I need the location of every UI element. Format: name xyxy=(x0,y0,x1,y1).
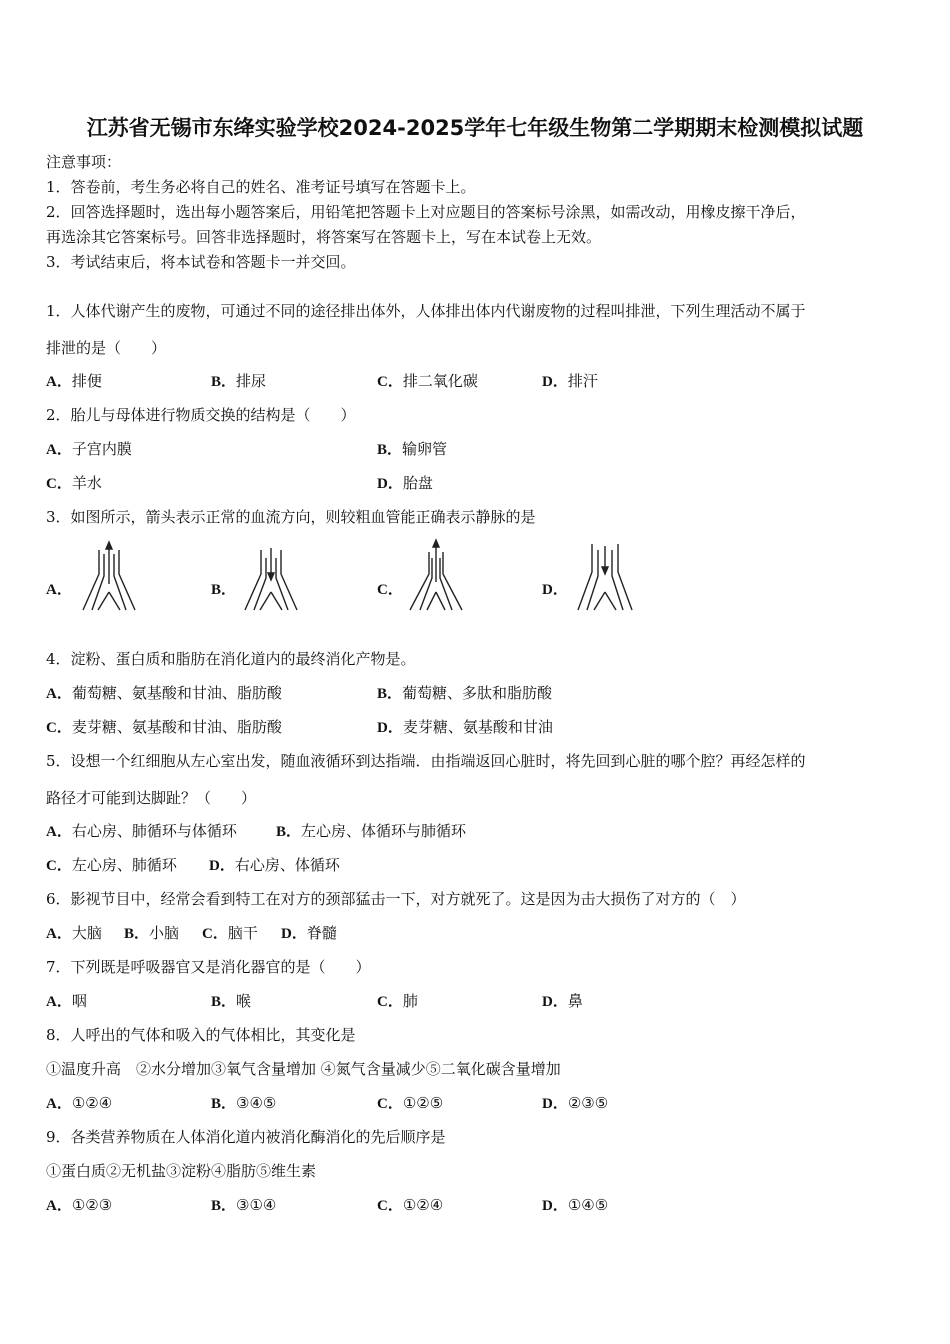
q8-option-b: B．③④⑤ xyxy=(211,1094,277,1112)
q6-option-c: C．脑干 xyxy=(202,924,258,942)
q5-option-d: D．右心房、体循环 xyxy=(209,856,340,874)
q9-option-c: C．①②④ xyxy=(377,1196,444,1214)
q6-option-d: D．脊髓 xyxy=(281,924,337,942)
q1-option-d: D．排汗 xyxy=(542,372,598,390)
q8-option-a: A．①②④ xyxy=(46,1094,113,1112)
q1-option-c: C．排二氧化碳 xyxy=(377,372,478,390)
vessel-diagram-b xyxy=(240,538,302,618)
vessel-diagram-a xyxy=(78,538,140,618)
page-title: 江苏省无锡市东绛实验学校2024-2025学年七年级生物第二学期期末检测模拟试题 xyxy=(86,116,864,140)
q8-items: ①温度升高 ②水分增加③氧气含量增加 ④氮气含量减少⑤二氧化碳含量增加 xyxy=(46,1060,561,1078)
q2-option-c: C．羊水 xyxy=(46,474,102,492)
q2-option-b: B．输卵管 xyxy=(377,440,448,458)
q4-option-a: A．葡萄糖、氨基酸和甘油、脂肪酸 xyxy=(46,684,282,702)
q5-option-c: C．左心房、肺循环 xyxy=(46,856,177,874)
notice-item: 1．答卷前，考生务必将自己的姓名、准考证号填写在答题卡上。 xyxy=(46,178,476,196)
q4-option-d: D．麦芽糖、氨基酸和甘油 xyxy=(377,718,553,736)
q4-option-c: C．麦芽糖、氨基酸和甘油、脂肪酸 xyxy=(46,718,282,736)
q6-option-b: B．小脑 xyxy=(124,924,180,942)
q9-stem: 9．各类营养物质在人体消化道内被消化酶消化的先后顺序是 xyxy=(46,1128,446,1146)
notice-item: 3．考试结束后，将本试卷和答题卡一并交回。 xyxy=(46,253,356,271)
notice-item: 再选涂其它答案标号。回答非选择题时，将答案写在答题卡上，写在本试卷上无效。 xyxy=(46,228,602,246)
q1-option-b: B．排尿 xyxy=(211,372,267,390)
q6-option-a: A．大脑 xyxy=(46,924,102,942)
q9-items: ①蛋白质②无机盐③淀粉④脂肪⑤维生素 xyxy=(46,1162,317,1180)
q5-stem-cont: 路径才可能到达脚趾？（ ） xyxy=(46,789,257,807)
q7-stem: 7．下列既是呼吸器官又是消化器官的是（ ） xyxy=(46,958,371,976)
q7-option-a: A．咽 xyxy=(46,992,87,1010)
q3-option-b-label: B． xyxy=(211,582,237,598)
q3-option-a-label: A． xyxy=(46,582,72,598)
q8-stem: 8．人呼出的气体和吸入的气体相比，其变化是 xyxy=(46,1026,356,1044)
q9-option-d: D．①④⑤ xyxy=(542,1196,609,1214)
q3-stem: 3．如图所示，箭头表示正常的血流方向，则较粗血管能正确表示静脉的是 xyxy=(46,508,536,526)
q4-stem: 4．淀粉、蛋白质和脂肪在消化道内的最终消化产物是。 xyxy=(46,650,416,668)
q7-option-b: B．喉 xyxy=(211,992,252,1010)
q7-option-c: C．肺 xyxy=(377,992,418,1010)
q5-stem: 5．设想一个红细胞从左心室出发，随血液循环到达指端．由指端返回心脏时，将先回到心脏的哪个腔？再经怎样的 xyxy=(46,752,806,770)
notice-heading: 注意事项： xyxy=(46,153,122,171)
q6-stem: 6．影视节目中，经常会看到特工在对方的颈部猛击一下，对方就死了。这是因为击大损伤了对方的（ ） xyxy=(46,890,746,908)
q2-option-d: D．胎盘 xyxy=(377,474,433,492)
q1-stem-cont: 排泄的是（ ） xyxy=(46,339,167,357)
q9-option-b: B．③①④ xyxy=(211,1196,277,1214)
q8-option-c: C．①②⑤ xyxy=(377,1094,444,1112)
q3-option-d-label: D． xyxy=(542,582,568,598)
vessel-diagram-d xyxy=(574,538,636,618)
q3-option-c-label: C． xyxy=(377,582,403,598)
q9-option-a: A．①②③ xyxy=(46,1196,113,1214)
q8-option-d: D．②③⑤ xyxy=(542,1094,609,1112)
q7-option-d: D．鼻 xyxy=(542,992,583,1010)
q5-option-b: B．左心房、体循环与肺循环 xyxy=(276,822,467,840)
q1-option-a: A．排便 xyxy=(46,372,102,390)
q5-option-a: A．右心房、肺循环与体循环 xyxy=(46,822,237,840)
q2-stem: 2．胎儿与母体进行物质交换的结构是（ ） xyxy=(46,406,356,424)
q4-option-b: B．葡萄糖、多肽和脂肪酸 xyxy=(377,684,553,702)
notice-item: 2．回答选择题时，选出每小题答案后，用铅笔把答题卡上对应题目的答案标号涂黑，如需改动，用橡皮擦干净后， xyxy=(46,203,806,221)
q2-option-a: A．子宫内膜 xyxy=(46,440,132,458)
vessel-diagram-c xyxy=(405,538,467,618)
q1-stem: 1．人体代谢产生的废物，可通过不同的途径排出体外，人体排出体内代谢废物的过程叫排泄，下列生理活动不属于 xyxy=(46,302,806,320)
